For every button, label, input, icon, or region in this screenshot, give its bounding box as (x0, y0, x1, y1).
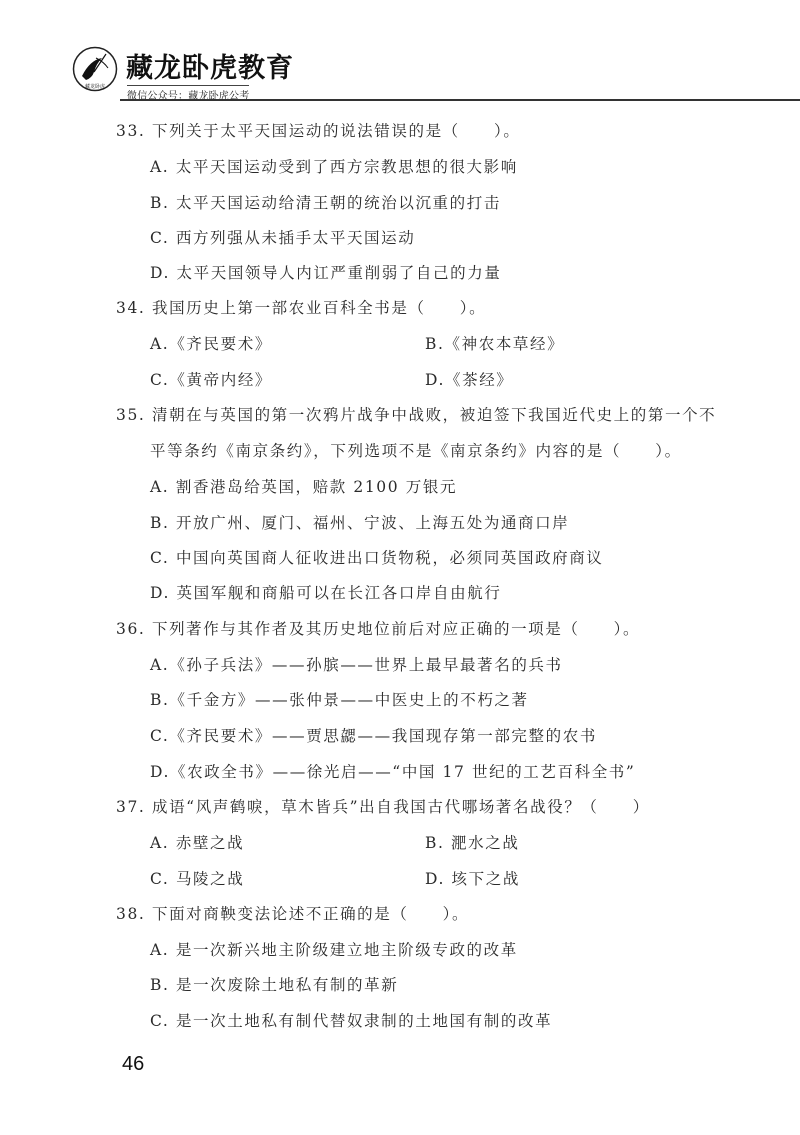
brand-subtitle: 微信公众号：藏龙卧虎公考 (127, 85, 249, 102)
page-number: 46 (122, 1053, 145, 1075)
q37-option-d: D. 垓下之战 (425, 870, 520, 888)
question-38: 38. 下面对商鞅变法论述不正确的是（ ）。 (116, 905, 470, 923)
q34-option-c: C.《黄帝内经》 (150, 371, 273, 389)
q37-option-a: A. 赤壁之战 (150, 834, 245, 852)
header-divider (120, 99, 800, 101)
q36-option-a: A.《孙子兵法》——孙膑——世界上最早最著名的兵书 (150, 656, 563, 674)
logo-text: 藏龙卧虎 (84, 84, 106, 90)
q37-option-c: C. 马陵之战 (150, 870, 245, 888)
q36-option-b: B.《千金方》——张仲景——中医史上的不朽之著 (150, 691, 529, 709)
q36-option-c: C.《齐民要术》——贾思勰——我国现存第一部完整的农书 (150, 727, 597, 745)
q35-option-c: C. 中国向英国商人征收进出口货物税，必须同英国政府商议 (150, 549, 604, 567)
q33-option-a: A. 太平天国运动受到了西方宗教思想的很大影响 (150, 158, 518, 176)
q33-option-c: C. 西方列强从未插手太平天国运动 (150, 229, 416, 247)
q38-option-a: A. 是一次新兴地主阶级建立地主阶级专政的改革 (150, 941, 518, 959)
question-37: 37. 成语“风声鹤唳，草木皆兵”出自我国古代哪场著名战役？（ ） (116, 798, 650, 816)
q34-option-b: B.《神农本草经》 (425, 335, 565, 353)
brand-title: 藏龙卧虎教育 (126, 53, 294, 84)
q35-option-a: A. 割香港岛给英国，赔款 2100 万银元 (150, 478, 458, 496)
q35-option-b: B. 开放广州、厦门、福州、宁波、上海五处为通商口岸 (150, 514, 570, 532)
page-header (0, 0, 800, 112)
q33-option-b: B. 太平天国运动给清王朝的统治以沉重的打击 (150, 194, 501, 212)
q33-option-d: D. 太平天国领导人内讧严重削弱了自己的力量 (150, 264, 502, 282)
q36-option-d: D.《农政全书》——徐光启——“中国 17 世纪的工艺百科全书” (150, 763, 636, 781)
question-33: 33. 下列关于太平天国运动的说法错误的是（ ）。 (116, 122, 521, 140)
q35-option-d: D. 英国军舰和商船可以在长江各口岸自由航行 (150, 584, 502, 602)
question-36: 36. 下列著作与其作者及其历史地位前后对应正确的一项是（ ）。 (116, 620, 641, 638)
q38-option-b: B. 是一次废除土地私有制的革新 (150, 976, 399, 994)
question-35-continued: 平等条约《南京条约》，下列选项不是《南京条约》内容的是（ ）。 (150, 442, 682, 460)
question-34: 34. 我国历史上第一部农业百科全书是（ ）。 (116, 299, 487, 317)
q38-option-c: C. 是一次土地私有制代替奴隶制的土地国有制的改革 (150, 1012, 553, 1030)
q37-option-b: B. 淝水之战 (425, 834, 520, 852)
crane-icon (72, 46, 118, 92)
q34-option-a: A.《齐民要术》 (150, 335, 272, 353)
question-35: 35. 清朝在与英国的第一次鸦片战争中战败，被迫签下我国近代史上的第一个不 (116, 406, 717, 424)
q34-option-d: D.《茶经》 (425, 371, 514, 389)
